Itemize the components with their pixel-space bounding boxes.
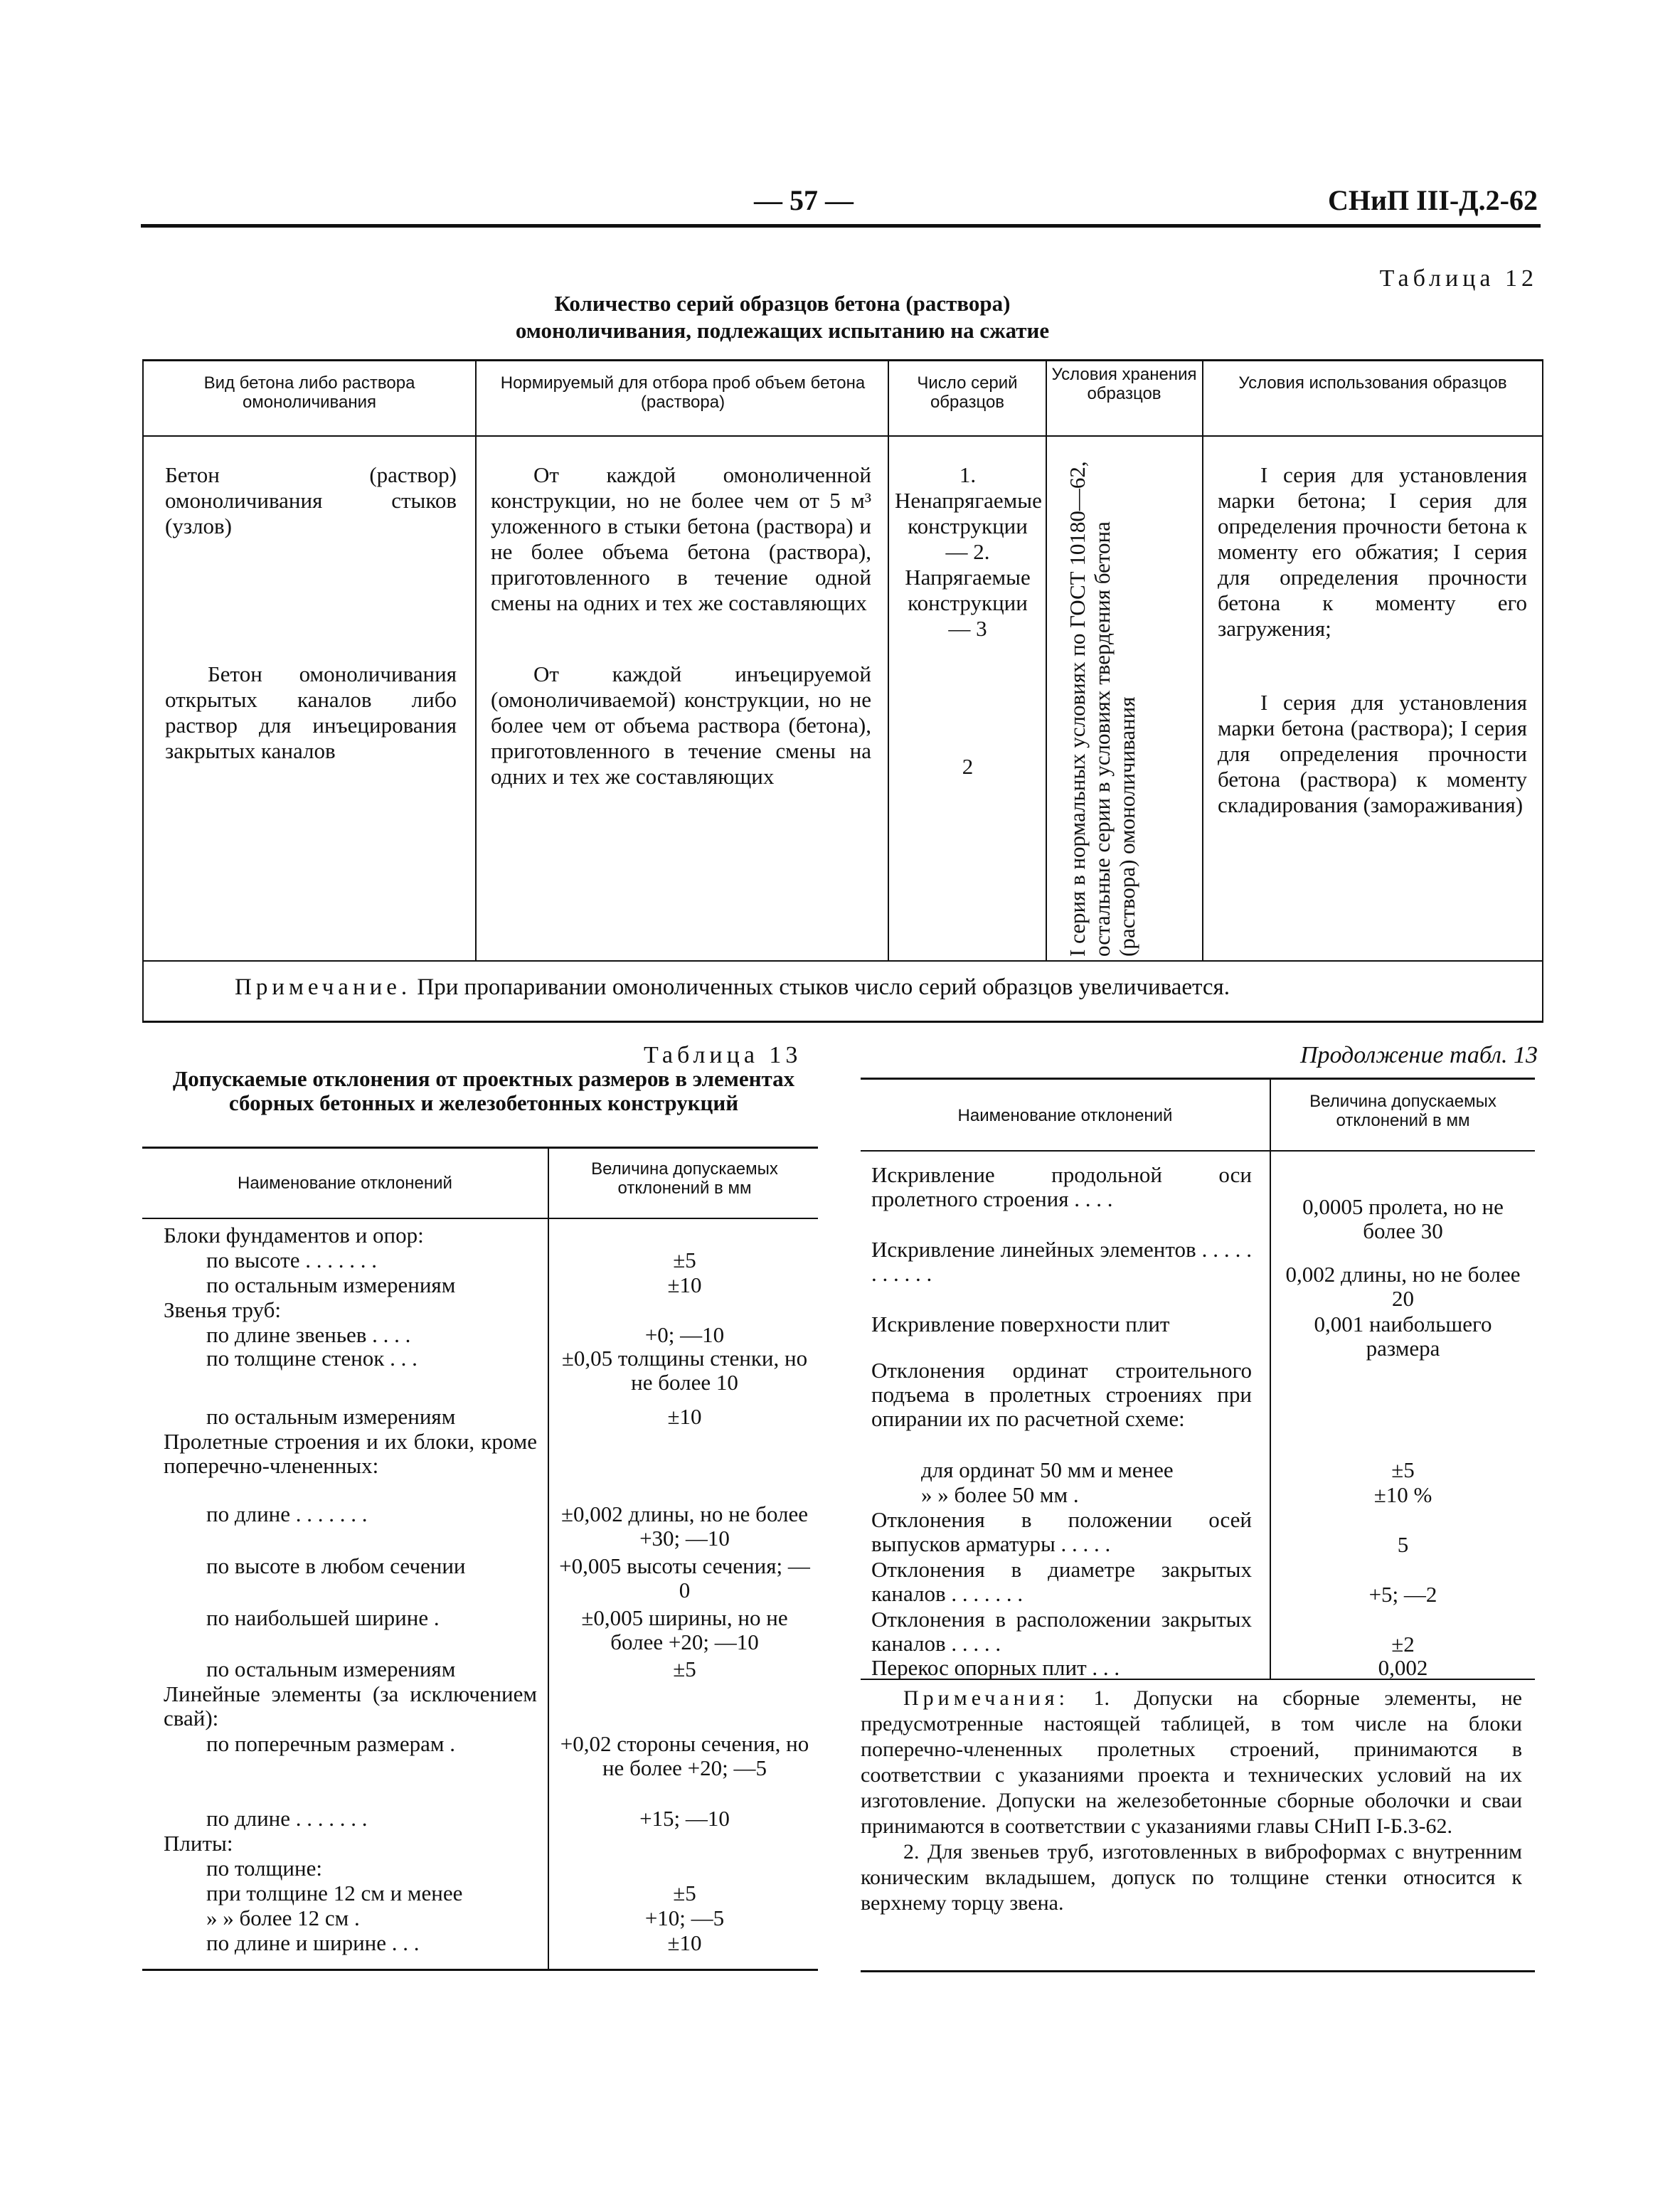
table13c-row-value: 0,0005 пролета, но не более 30 <box>1302 1194 1504 1243</box>
table12-col-divider <box>475 359 477 960</box>
header-rule <box>141 224 1541 228</box>
table12-col-divider <box>1202 359 1203 960</box>
table12-row1-count: 1. Ненапрягаемые конструкции — 2. Напрягаемые конструкции — 3 <box>895 462 1042 641</box>
table12-top-rule <box>142 359 1543 361</box>
table13c-row-value: +5; —2 <box>1368 1582 1437 1607</box>
table13-row-value: ±10 <box>667 1272 702 1297</box>
table12-title-line1: Количество серий образцов бетона (раствора) <box>554 291 1011 316</box>
table13c-bottom-rule <box>861 1970 1535 1972</box>
table13c-row-name: Отклонения ординат строительного подъема в пролетных строениях при опирании их по расчетной схеме: <box>871 1358 1252 1431</box>
table13c-row-value: ±2 <box>1391 1632 1415 1657</box>
table13-row-value: +10; —5 <box>644 1905 725 1930</box>
table12-row1-kind: Бетон (раствор) омоноличивания стыков (узлов) <box>165 462 457 538</box>
table13-notes-label: Примечания: <box>903 1686 1069 1710</box>
table12-label: Таблица 12 <box>1379 265 1538 292</box>
table13c-row-name: Искривление продольной оси пролетного строения . . . . <box>871 1162 1252 1211</box>
table13-row-name: Блоки фундаментов и опор: <box>164 1223 424 1248</box>
table13-row-value: +0,005 высоты сечения; —0 <box>559 1553 810 1602</box>
table13-row-name: Линейные элементы (за исключением свай): <box>164 1681 537 1731</box>
table12-row2-count: 2 <box>962 754 974 779</box>
table13-row-name: » » более 12 см . <box>206 1905 360 1930</box>
table13-row-name: по наибольшей ширине . <box>206 1605 440 1630</box>
table13c-header-value: Величина допускаемых отклонений в мм <box>1309 1092 1496 1130</box>
table13-row-value: +15; —10 <box>639 1806 730 1831</box>
table13c-row-name: для ординат 50 мм и менее <box>921 1457 1174 1482</box>
table13c-row-name: Искривление поверхности плит <box>871 1312 1170 1336</box>
table12-header-storage: Условия хранения образцов <box>1051 365 1197 403</box>
table13-row-value: ±10 <box>667 1404 702 1429</box>
table13-row-value: +0; —10 <box>644 1322 725 1347</box>
table12-header-rule <box>142 435 1543 437</box>
table13-bottom-rule <box>142 1969 818 1971</box>
table13c-row-value: ±10 % <box>1373 1482 1432 1507</box>
table13-note1: 1. Допуски на сборные элементы, не предусмотренные настоящей таблицей, в том числе на блоки поперечно-члененных пролетных строений, принимаются в соответствии с указаниями проекта и технических условий на их изготовление. Допуски на железобетонные сборные оболочки и сваи принимаются в соответствии с указаниями главы СНиП I-Б.3-62. <box>861 1686 1523 1838</box>
table13c-header-rule <box>861 1150 1535 1152</box>
table13-row-value: +0,02 стороны сечения, но не более +20; —5 <box>560 1731 809 1780</box>
table13c-row-value: 5 <box>1397 1532 1409 1557</box>
table13-notes <box>861 1686 1522 1916</box>
table13c-row-name: Отклонения в диаметре закрытых каналов . . . . . . . <box>871 1557 1252 1606</box>
table13-row-name: по толщине стенок . . . <box>206 1346 418 1371</box>
table13c-row-value: 0,001 наибольшего размера <box>1314 1312 1492 1361</box>
table13-row-name: по остальным измерениям <box>206 1657 456 1681</box>
table12-row1-volume: От каждой омоноличенной конструкции, но не более чем от 5 м³ уложенного в стыки бетона (раствора) и не более объема бетона (раствора), приготовленного в течение одной смены на одних и тех же составляющих <box>491 462 871 615</box>
table13-row-name: Звенья труб: <box>164 1297 281 1322</box>
table13-row-value: ±0,002 длины, но не более +30; —10 <box>560 1501 809 1551</box>
table12-body-rule <box>142 960 1543 962</box>
table13-row-name: Пролетные строения и их блоки, кроме поперечно-члененных: <box>164 1429 537 1478</box>
table12-header-count: Число серий образцов <box>917 373 1018 412</box>
document-code: СНиП III-Д.2-62 <box>1327 184 1538 216</box>
table13c-col-divider <box>1270 1078 1271 1679</box>
table12-storage-conditions: I серия в нормальных условиях по ГОСТ 10180—62, остальные серии в условиях твердения бетона (раствора) омоноличивания <box>1065 461 1139 957</box>
table13c-row-name: Искривление линейных элементов . . . . . . . . . . . <box>871 1237 1252 1286</box>
table12-note-text: При пропаривании омоноличенных стыков число серий образцов увеличивается. <box>417 974 1230 1000</box>
table13-row-name: по поперечным размерам . <box>206 1731 455 1756</box>
table13-header-rule <box>142 1218 818 1219</box>
table13-header-name: Наименование отклонений <box>238 1174 452 1193</box>
table13-row-value: ±0,05 толщины стенки, но не более 10 <box>561 1346 808 1395</box>
table13-row-name: по высоте в любом сечении <box>206 1553 466 1578</box>
table12-col-divider <box>888 359 889 960</box>
table13-row-value: ±0,005 ширины, но не более +20; —10 <box>581 1605 788 1654</box>
table12-col-divider <box>1046 359 1047 960</box>
table13-row-name: по остальным измерениям <box>206 1272 456 1297</box>
table13-row-value: ±5 <box>673 1657 696 1681</box>
table13c-top-rule <box>861 1078 1535 1080</box>
table13-col-divider <box>548 1147 549 1969</box>
table12-bottom-rule <box>142 1021 1543 1023</box>
table12-note-label: Примечание. <box>235 974 412 1000</box>
table13c-row-value: 0,002 <box>1378 1655 1428 1680</box>
table13c-row-value: ±5 <box>1391 1457 1415 1482</box>
table13-note2: 2. Для звеньев труб, изготовленных в виброформах с внутренним коническим вкладышем, допуск по толщине стенки относится к верхнему торцу звена. <box>861 1840 1522 1915</box>
table13-row-name: по длине . . . . . . . <box>206 1806 368 1831</box>
table13c-header-name: Наименование отклонений <box>957 1106 1173 1125</box>
table13-title: Допускаемые отклонения от проектных размеров в элементах сборных бетонных и железобетонных конструкций <box>172 1066 795 1115</box>
table13-row-name: по высоте . . . . . . . <box>206 1248 377 1272</box>
table13-row-name: Плиты: <box>164 1831 233 1856</box>
table13-row-value: ±10 <box>667 1930 702 1955</box>
table12-row1-use: I серия для установления марки бетона; I серия для определения прочности бетона к моменту его обжатия; I серия для определения прочности бетона к моменту его загружения; <box>1218 462 1527 641</box>
table13-row-name: по длине . . . . . . . <box>206 1501 368 1526</box>
page-number: — 57 — <box>754 184 854 216</box>
table12-title-line2: омоноличивания, подлежащих испытанию на сжатие <box>515 318 1050 343</box>
table12-row2-volume: От каждой инъецируемой (омоноличиваемой) конструкции, но не более чем от объема раствора (бетона), приготовленного в течение смены на одних и тех же составляющих <box>491 661 871 789</box>
table13-row-name: по толщине: <box>206 1856 322 1881</box>
table13c-row-name: Перекос опорных плит . . . <box>871 1655 1120 1680</box>
table13-row-name: при толщине 12 см и менее <box>206 1881 463 1905</box>
table13c-row-name: Отклонения в расположении закрытых каналов . . . . . <box>871 1607 1252 1656</box>
table13-label: Таблица 13 <box>644 1042 802 1068</box>
table13-header-value: Величина допускаемых отклонений в мм <box>591 1159 778 1198</box>
table12-row2-use: I серия для установления марки бетона (раствора); I серия для определения прочности бетона (раствора) к моменту складирования (замораживания) <box>1218 690 1527 817</box>
table13-row-name: по длине и ширине . . . <box>206 1930 420 1955</box>
table13c-row-value: 0,002 длины, но не более 20 <box>1285 1262 1521 1311</box>
table13-top-rule <box>142 1147 818 1149</box>
table13-row-name: по длине звеньев . . . . <box>206 1322 411 1347</box>
table12-header-volume: Нормируемый для отбора проб объем бетона (раствора) <box>500 373 866 412</box>
table13-row-name: по остальным измерениям <box>206 1404 456 1429</box>
table12-title <box>427 290 1138 344</box>
table13-continuation-label: Продолжение табл. 13 <box>1299 1042 1538 1068</box>
table13c-row-name: » » более 50 мм . <box>921 1482 1079 1507</box>
table12-header-use: Условия использования образцов <box>1238 373 1507 393</box>
table13c-row-name: Отклонения в положении осей выпусков арматуры . . . . . <box>871 1507 1252 1556</box>
table12-header-kind: Вид бетона либо раствора омоноличивания <box>203 373 415 412</box>
table12-note <box>235 974 1230 1001</box>
table13-row-value: ±5 <box>673 1881 696 1905</box>
table12-row2-kind: Бетон омоноличивания открытых каналов либо раствор для инъецирования закрытых каналов <box>165 661 457 763</box>
table13-row-value: ±5 <box>673 1248 696 1272</box>
